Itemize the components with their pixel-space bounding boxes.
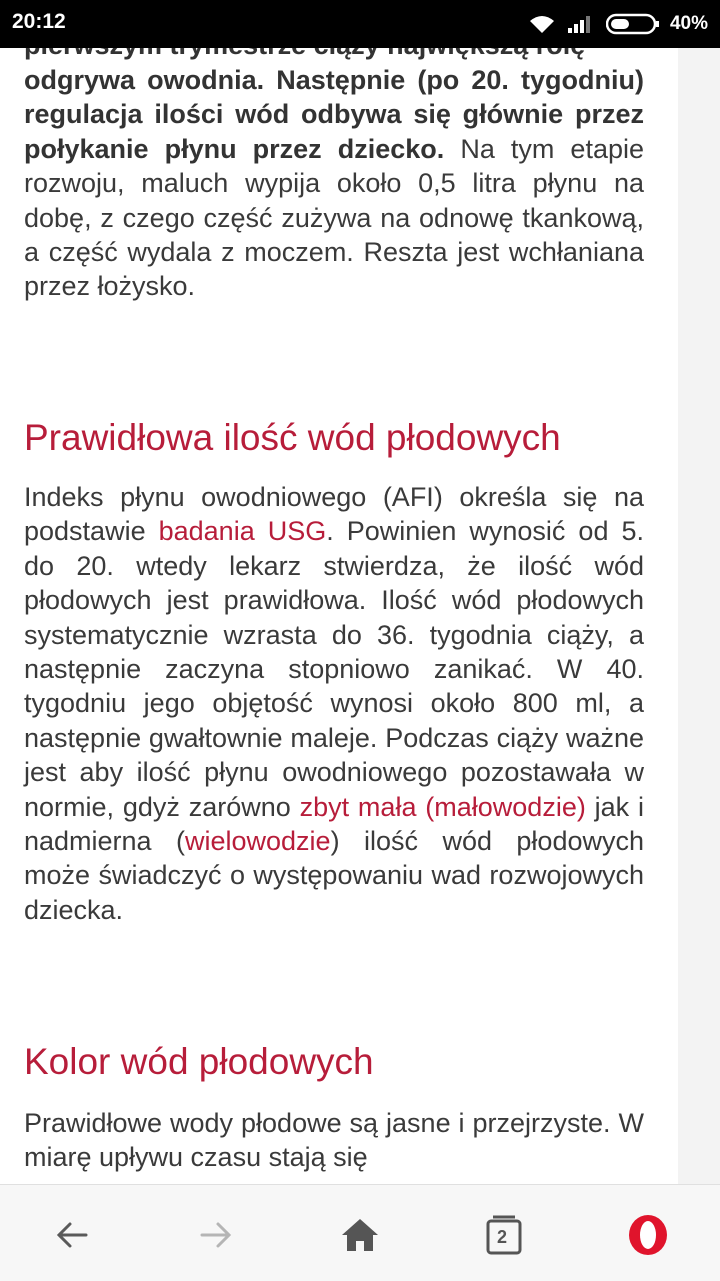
- tabs-count: 2: [497, 1227, 508, 1247]
- paragraph-text: Prawidłowe wody płodowe są jasne i przejrzyste. W miarę upływu czasu stają się: [24, 1108, 644, 1173]
- paragraph-afi: [24, 480, 644, 927]
- paragraph-color: [24, 1106, 644, 1175]
- tabs-button[interactable]: [476, 1207, 532, 1263]
- opera-icon: [626, 1213, 670, 1257]
- paragraph-text: Indeks płynu owodniowego (AFI) określa się na podstawie: [24, 482, 644, 547]
- battery-percent: 40%: [669, 13, 708, 34]
- status-bar: [0, 0, 720, 48]
- link-badania-usg[interactable]: badania USG: [158, 516, 327, 547]
- section-heading-amount: Prawidłowa ilość wód płodowych: [24, 417, 561, 458]
- bold-text: odgrywa owodnia. Następnie (po 20. tygodniu) regulacja ilości wód odbywa się głównie przez połykanie płynu przez dziecko.: [24, 65, 644, 164]
- section-heading-color: Kolor wód płodowych: [24, 1041, 374, 1082]
- link-malowodzie[interactable]: zbyt mała (małowodzie): [299, 791, 586, 822]
- home-button[interactable]: [332, 1207, 388, 1263]
- browser-bottom-bar: [0, 1184, 720, 1281]
- page-margin: [678, 0, 720, 1184]
- wifi-icon: [528, 13, 556, 35]
- back-arrow-icon: [54, 1217, 90, 1253]
- link-wielowodzie[interactable]: wielowodzie: [185, 826, 331, 857]
- status-icons: [528, 10, 708, 38]
- status-time: 20:12: [12, 10, 66, 33]
- signal-icon: [566, 13, 596, 35]
- forward-button[interactable]: [188, 1207, 244, 1263]
- home-icon: [340, 1217, 380, 1253]
- paragraph-text: . Powinien wynosić od 5. do 20. wtedy lekarz stwierdza, że ilość wód płodowych jest prawidłowa. Ilość wód płodowych systematycznie wzrasta do 36. tygodnia ciąży, a następnie zaczyna stopniowo zanikać. W 40. tygodniu jego objętość wynosi około 800 ml, a następnie gwałtownie maleje. Podczas ciąży ważne jest aby ilość płynu owodniowego pozostawała w normie, gdyż zarówno: [24, 516, 644, 822]
- back-button[interactable]: [44, 1207, 100, 1263]
- paragraph-text: jak i nadmierna (: [24, 791, 645, 857]
- paragraph-text: ) ilość wód płodowych może świadczyć o występowaniu wad rozwojowych dziecka.: [24, 826, 644, 925]
- opera-menu-button[interactable]: [620, 1207, 676, 1263]
- paragraph-text: Na tym etapie rozwoju, maluch wypija około 0,5 litra płynu na dobę, z czego część zużywa na odnowę tkankową, a część wydala z moczem. Reszta jest wchłaniana przez łożysko.: [24, 133, 644, 302]
- forward-arrow-icon: [198, 1217, 234, 1253]
- paragraph-amniotic-regulation: [24, 63, 644, 304]
- battery-icon: [606, 13, 660, 35]
